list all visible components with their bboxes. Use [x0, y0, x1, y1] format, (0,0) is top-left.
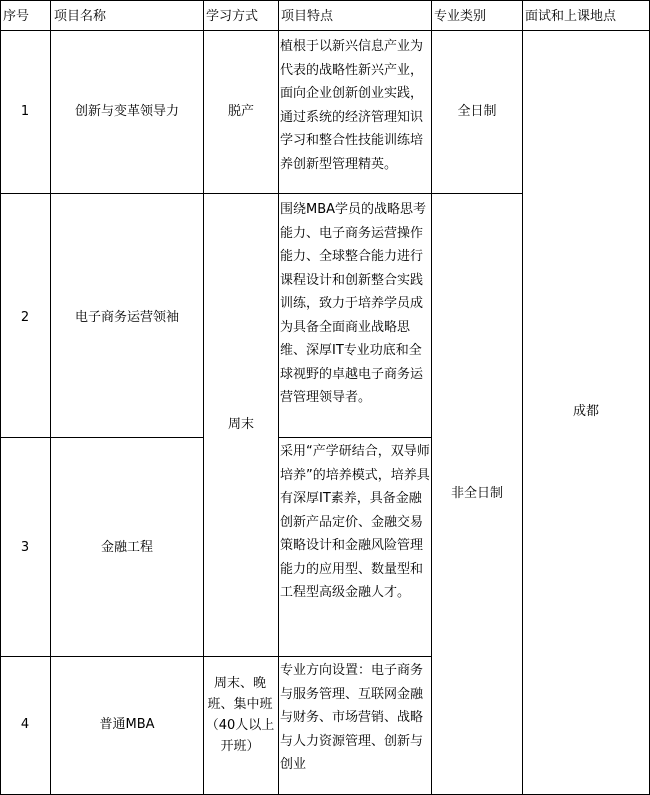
- grid-line: [0, 656, 431, 657]
- header-no: 序号: [3, 9, 30, 24]
- grid-line: [278, 0, 279, 795]
- grid-line: [278, 437, 431, 438]
- row1-name: 创新与变革领导力: [74, 104, 179, 119]
- header-features: 项目特点: [281, 9, 334, 24]
- grid-line: [522, 0, 523, 795]
- row1-no: 1: [20, 104, 30, 119]
- row3-no: 3: [20, 540, 30, 555]
- row4-no: 4: [20, 717, 30, 732]
- row3-features: 采用“产学研结合，双导师培养”的培养模式，培养具有深厚IT素养，具备金融创新产品定价、金融交易策略设计和金融风险管理能力的应用型、数量型和工程型高级金融人才。: [280, 444, 430, 600]
- row1-features: 植根于以新兴信息产业为代表的战略性新兴产业，面向企业创新创业实践，通过系统的经济管理知识学习和整合性技能训练培养创新型管理精英。: [280, 39, 424, 172]
- row4-name: 普通MBA: [99, 717, 155, 732]
- grid-line: [0, 193, 522, 194]
- header-name: 项目名称: [54, 9, 107, 24]
- row1-mode: 脱产: [227, 104, 254, 119]
- row2-no: 2: [20, 310, 30, 325]
- row4-mode: 周末、晚班、集中班（40人以上开班）: [205, 676, 275, 754]
- row2-features: 围绕MBA学员的战略思考能力、电子商务运营操作能力、全球整合能力进行课程设计和创新整合实践训练，致力于培养学员成为具备全面商业战略思维、深厚IT专业功底和全球视野的卓越电子商务运营管理领导者。: [280, 202, 427, 405]
- row4-features: 专业方向设置：电子商务与服务管理、互联网金融与财务、市场营销、战略与人力资源管理、创新与创业: [280, 663, 424, 772]
- header-location: 面试和上课地点: [525, 9, 617, 24]
- row2-name: 电子商务运营领袖: [74, 310, 179, 325]
- row3-name: 金融工程: [100, 540, 153, 555]
- grid-line: [0, 30, 650, 31]
- header-mode: 学习方式: [206, 9, 259, 24]
- mode-weekend: 周末: [227, 417, 254, 432]
- grid-line: [0, 437, 204, 438]
- row1-category: 全日制: [457, 104, 497, 119]
- location-chengdu: 成都: [572, 404, 599, 419]
- grid-line: [0, 0, 650, 1]
- category-part-time: 非全日制: [450, 486, 503, 501]
- header-category: 专业类别: [434, 9, 487, 24]
